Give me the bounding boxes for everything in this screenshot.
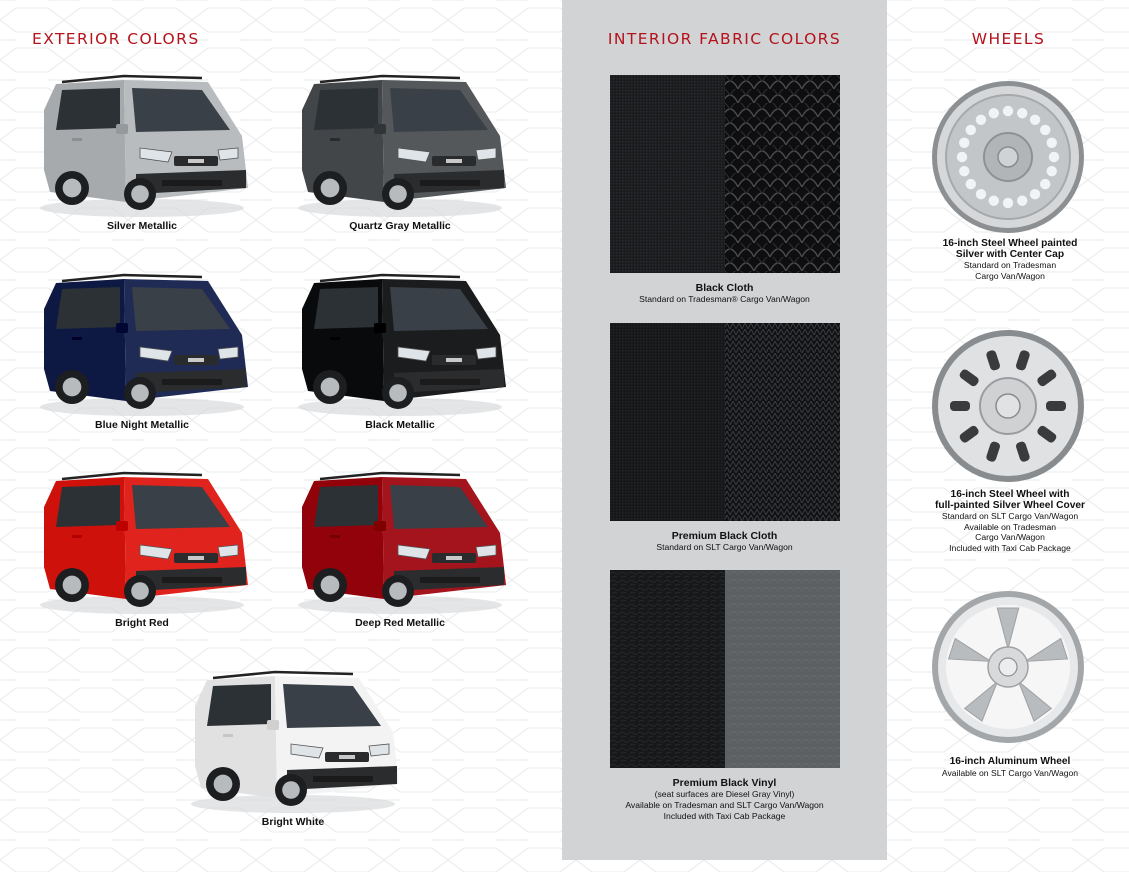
exterior-swatch-quartz-gray-metallic <box>290 70 510 240</box>
fabric-availability: Included with Taxi Cab Package <box>663 811 786 821</box>
fabric-name: Premium Black Vinyl <box>672 777 777 789</box>
wheel-name: 16-inch Aluminum Wheel <box>949 756 1071 767</box>
exterior-color-label: Black Metallic <box>365 419 435 431</box>
fabric-availability: Standard on Tradesman® Cargo Van/Wagon <box>639 294 810 304</box>
fabric-availability: (seat surfaces are Diesel Gray Vinyl) <box>654 789 795 799</box>
wheel-name: Silver with Center Cap <box>955 248 1065 260</box>
exterior-color-label: Bright Red <box>115 617 169 629</box>
wheel-availability: Cargo Van/Wagon <box>975 270 1045 281</box>
fabric-swatch-premium-black-cloth <box>610 323 840 521</box>
wheel-steel-full-cover <box>931 329 1085 483</box>
wheel-caption <box>900 757 1120 778</box>
wheels-title: WHEELS <box>971 30 1046 48</box>
van-image <box>32 467 252 617</box>
exterior-color-label: Silver Metallic <box>106 220 178 232</box>
exterior-swatch-bright-red <box>32 467 252 637</box>
wheel-caption <box>900 239 1120 281</box>
van-image <box>32 70 252 220</box>
fabric-caption <box>582 778 867 822</box>
exterior-swatch-bright-white <box>183 666 403 836</box>
exterior-swatch-black-metallic <box>290 269 510 439</box>
van-image <box>32 269 252 419</box>
exterior-colors-title: EXTERIOR COLORS <box>32 30 200 48</box>
fabric-name: Premium Black Cloth <box>671 530 778 542</box>
wheel-name: full-painted Silver Wheel Cover <box>934 499 1085 511</box>
wheel-availability: Standard on SLT Cargo Van/Wagon <box>941 511 1079 521</box>
wheel-availability: Standard on Tradesman <box>963 260 1057 270</box>
wheel-name: 16-inch Steel Wheel painted <box>942 238 1078 249</box>
van-image <box>290 269 510 419</box>
exterior-color-label: Quartz Gray Metallic <box>349 220 451 232</box>
exterior-color-label: Blue Night Metallic <box>95 419 189 431</box>
van-image <box>290 467 510 617</box>
wheel-caption <box>900 490 1120 553</box>
exterior-swatch-silver-metallic <box>32 70 252 240</box>
fabric-availability: Available on Tradesman and SLT Cargo Van/Wagon <box>625 800 824 810</box>
interior-fabric-title: INTERIOR FABRIC COLORS <box>607 30 842 48</box>
wheel-availability: Cargo Van/Wagon <box>975 532 1045 542</box>
wheel-availability: Included with Taxi Cab Package <box>949 542 1071 553</box>
fabric-availability: Standard on SLT Cargo Van/Wagon <box>656 542 793 552</box>
van-image <box>183 666 403 816</box>
wheel-name: 16-inch Steel Wheel with <box>950 489 1070 500</box>
wheel-availability: Available on SLT Cargo Van/Wagon <box>941 767 1079 778</box>
exterior-color-label: Bright White <box>261 816 325 828</box>
fabric-caption <box>582 531 867 553</box>
fabric-swatch-black-cloth <box>610 75 840 273</box>
exterior-swatch-blue-night-metallic <box>32 269 252 439</box>
wheel-aluminum <box>931 590 1085 744</box>
fabric-swatch-premium-black-vinyl <box>610 570 840 768</box>
exterior-color-label: Deep Red Metallic <box>355 617 445 629</box>
wheel-availability: Available on Tradesman <box>963 521 1057 532</box>
wheel-steel-center-cap <box>931 80 1085 234</box>
exterior-swatch-deep-red-metallic <box>290 467 510 637</box>
fabric-caption <box>582 283 867 305</box>
van-image <box>290 70 510 220</box>
fabric-name: Black Cloth <box>695 282 754 294</box>
